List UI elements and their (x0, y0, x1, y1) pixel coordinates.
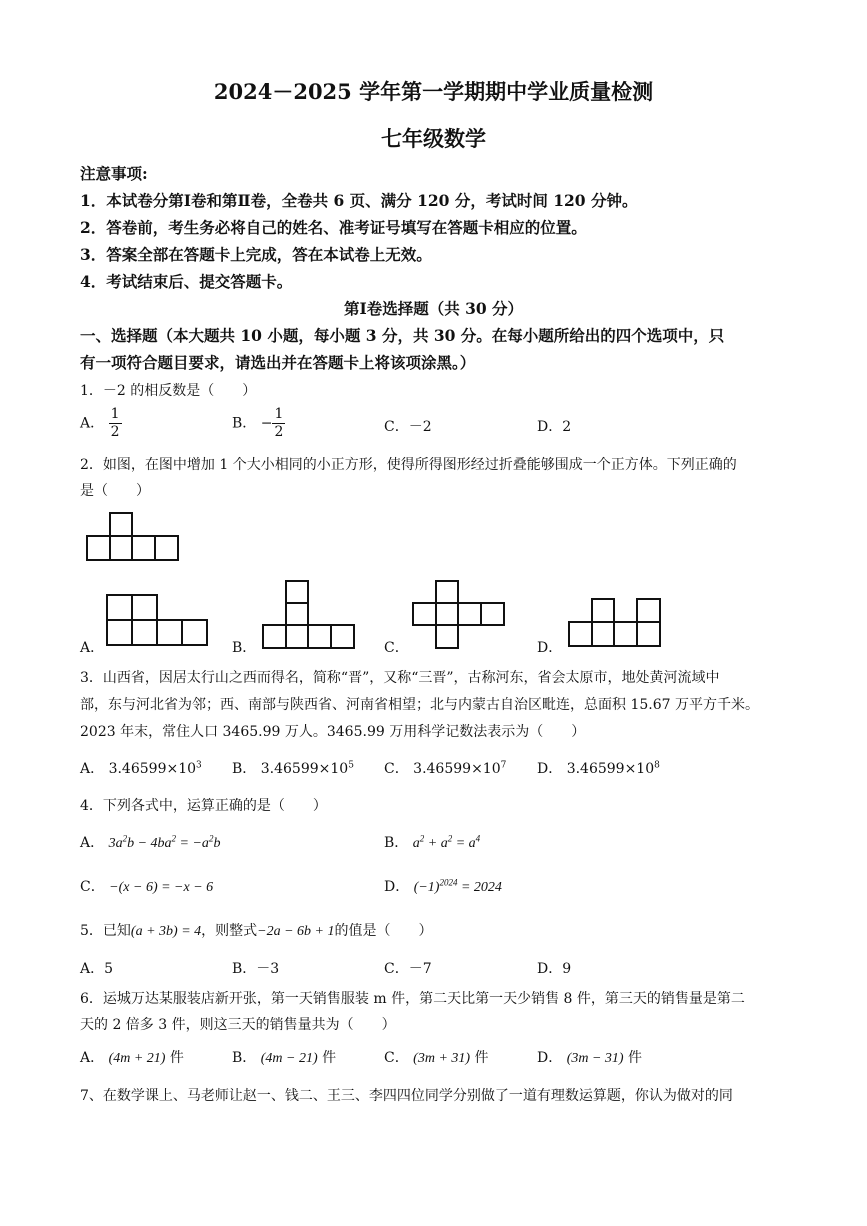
q6-option-b-expression: (4m − 21) (260, 1051, 318, 1066)
q6-option-c (384, 1047, 489, 1067)
exam-title: 2024－2025 学年第一学期期中学业质量检测 (213, 79, 654, 104)
q3-option-c-mantissa: 3.46599×10 (413, 761, 501, 777)
q5-option-b: B．－3 (232, 961, 280, 977)
q5-stem-suffix: 的值是（ ） (334, 923, 433, 939)
q1-option-c: C．－2 (384, 419, 432, 435)
q3-option-b-exponent: 5 (348, 760, 354, 771)
q3-option-d-mantissa: 3.46599×10 (566, 761, 655, 777)
q6-option-a-unit: 件 (169, 1050, 184, 1066)
notice-item-2: 2．答卷前，考生务必将自己的姓名、准考证号填写在答题卡相应的位置。 (80, 218, 587, 237)
q5-given-expression: (a + 3b) = 4 (130, 924, 202, 939)
q3-option-a-label: A． (80, 761, 105, 777)
q3-stem-line2: 部，东与河北省为邻；西、南部与陕西省、河南省相望；北与内蒙古自治区毗连，总面积 15.67 万平方千米。 (80, 697, 759, 713)
q6-stem-line1: 6．运城万达某服装店新开张，第一天销售服装 m 件，第二天比第一天少销售 8 件，第三天的销售量是第二 (80, 991, 745, 1007)
q6-option-b (232, 1047, 336, 1067)
q5-option-d: D．9 (537, 961, 572, 977)
q3-option-c-label: C． (384, 761, 409, 777)
q4-option-c (80, 876, 213, 896)
q3-option-a-exponent: 3 (196, 760, 202, 771)
exam-subtitle: 七年级数学 (381, 126, 486, 151)
q4-option-d (384, 876, 502, 896)
q6-option-c-unit: 件 (474, 1050, 489, 1066)
notice-item-4: 4．考试结束后、提交答题卡。 (80, 272, 293, 291)
q6-option-a-expression: (4m + 21) (108, 1051, 166, 1066)
notice-item-1: 1．本试卷分第Ⅰ卷和第Ⅱ卷，全卷共 6 页、满分 120 分，考试时间 120 分钟。 (80, 191, 638, 210)
q1-option-d: D．2 (537, 419, 572, 435)
q3-option-b (232, 758, 354, 778)
q3-option-a-mantissa: 3.46599×10 (108, 761, 197, 777)
q6-stem-line2: 天的 2 倍多 3 件，则这三天的销售量共为（ ） (80, 1017, 396, 1033)
q2-stem-line2: 是（ ） (80, 483, 150, 499)
q4-option-a-expression: $3a^2b - 4ba^2 = -a^2b$ (108, 833, 221, 851)
q1-option-b-fraction (272, 406, 285, 441)
q2-option-b-figure (262, 580, 358, 650)
q5-option-a: A．5 (80, 961, 114, 977)
q1-a-numerator: 1 (110, 406, 120, 422)
q3-stem-line1: 3．山西省，因居太行山之西而得名，简称“晋”，又称“三晋”，古称河东，省会太原市，地处黄河流域中 (80, 670, 720, 686)
q6-option-b-label: B． (232, 1050, 257, 1066)
part1-heading: 第Ⅰ卷选择题（共 30 分） (343, 299, 524, 318)
q6-option-d-label: D． (537, 1050, 563, 1066)
q4-option-c-expression: −(x − 6) = −x − 6 (109, 880, 214, 895)
q1-b-denominator: 2 (274, 424, 284, 440)
q1-option-a-label: A． (80, 415, 105, 432)
q5-stem-mid: ，则整式 (201, 923, 258, 939)
q3-option-c-exponent: 7 (500, 760, 507, 771)
q1-a-denominator: 2 (110, 424, 120, 440)
q3-option-d-exponent: 8 (654, 760, 660, 771)
q1-stem: 1．－2 的相反数是（ ） (80, 383, 257, 399)
q4-option-a (80, 832, 220, 852)
q3-option-b-mantissa: 3.46599×10 (260, 761, 349, 777)
q2-option-b-label: B． (232, 640, 257, 656)
q5-stem-prefix: 5．已知 (80, 923, 131, 939)
q2-option-a-label: A． (80, 640, 105, 656)
q4-option-d-expression: $(-1)^{2024} = 2024$ (413, 877, 502, 895)
q3-option-d-label: D． (537, 761, 563, 777)
q4-option-c-label: C． (80, 879, 105, 895)
q5-stem (80, 920, 432, 940)
q3-option-b-label: B． (232, 761, 257, 777)
q3-option-c (384, 758, 506, 778)
q2-option-c-figure (412, 580, 506, 650)
q4-option-b-expression: $a^2 + a^2 = a^4$ (412, 833, 481, 851)
q4-option-b (384, 832, 480, 852)
q4-stem: 4．下列各式中，运算正确的是（ ） (80, 798, 327, 814)
q6-option-a (80, 1047, 184, 1067)
q2-option-c-label: C． (384, 640, 409, 656)
q3-stem-line3: 2023 年末，常住人口 3465.99 万人。3465.99 万用科学记数法表示为（ ） (80, 724, 586, 740)
q6-option-d (537, 1047, 642, 1067)
q6-option-b-unit: 件 (322, 1050, 337, 1066)
q1-option-b (232, 406, 285, 441)
section-instructions-line2: 有一项符合题目要求，请选出并在答题卡上将该项涂黑。） (80, 353, 476, 372)
q5-option-c: C．－7 (384, 961, 432, 977)
q1-option-a (80, 406, 122, 441)
section-instructions-line1: 一、选择题（本大题共 10 小题，每小题 3 分，共 30 分。在每小题所给出的四个选项中，只 (80, 326, 725, 345)
q4-option-b-label: B． (384, 835, 409, 851)
q6-option-c-label: C． (384, 1050, 409, 1066)
q3-option-a (80, 758, 202, 778)
q1-option-b-label: B． (232, 415, 257, 432)
notice-heading: 注意事项: (80, 164, 148, 183)
q4-option-d-exponent: 2024 (439, 877, 458, 888)
q4-option-d-label: D． (384, 879, 410, 895)
q6-option-a-label: A． (80, 1050, 105, 1066)
q3-option-d (537, 758, 660, 778)
q2-option-d-label: D． (537, 640, 563, 656)
q2-option-a-figure (106, 594, 210, 648)
q1-b-sign: − (260, 415, 273, 432)
q6-option-d-unit: 件 (628, 1050, 643, 1066)
q1-b-numerator: 1 (274, 406, 284, 422)
q4-option-a-label: A． (80, 835, 105, 851)
q2-stem-line1: 2．如图，在图中增加 1 个大小相同的小正方形，使得所得图形经过折叠能够围成一个正方体。下列正确的 (80, 457, 737, 473)
q7-stem-line1: 7、在数学课上、马老师让赵一、钱二、王三、李四四位同学分别做了一道有理数运算题，你认为做对的同 (80, 1088, 733, 1104)
q2-base-figure (86, 512, 182, 562)
q5-target-expression: −2a − 6b + 1 (257, 924, 335, 939)
q2-option-d-figure (568, 598, 664, 648)
q6-option-d-expression: (3m − 31) (566, 1051, 624, 1066)
q1-option-a-fraction (109, 406, 122, 441)
q6-option-c-expression: (3m + 31) (413, 1051, 471, 1066)
notice-item-3: 3．答案全部在答题卡上完成，答在本试卷上无效。 (80, 245, 432, 264)
